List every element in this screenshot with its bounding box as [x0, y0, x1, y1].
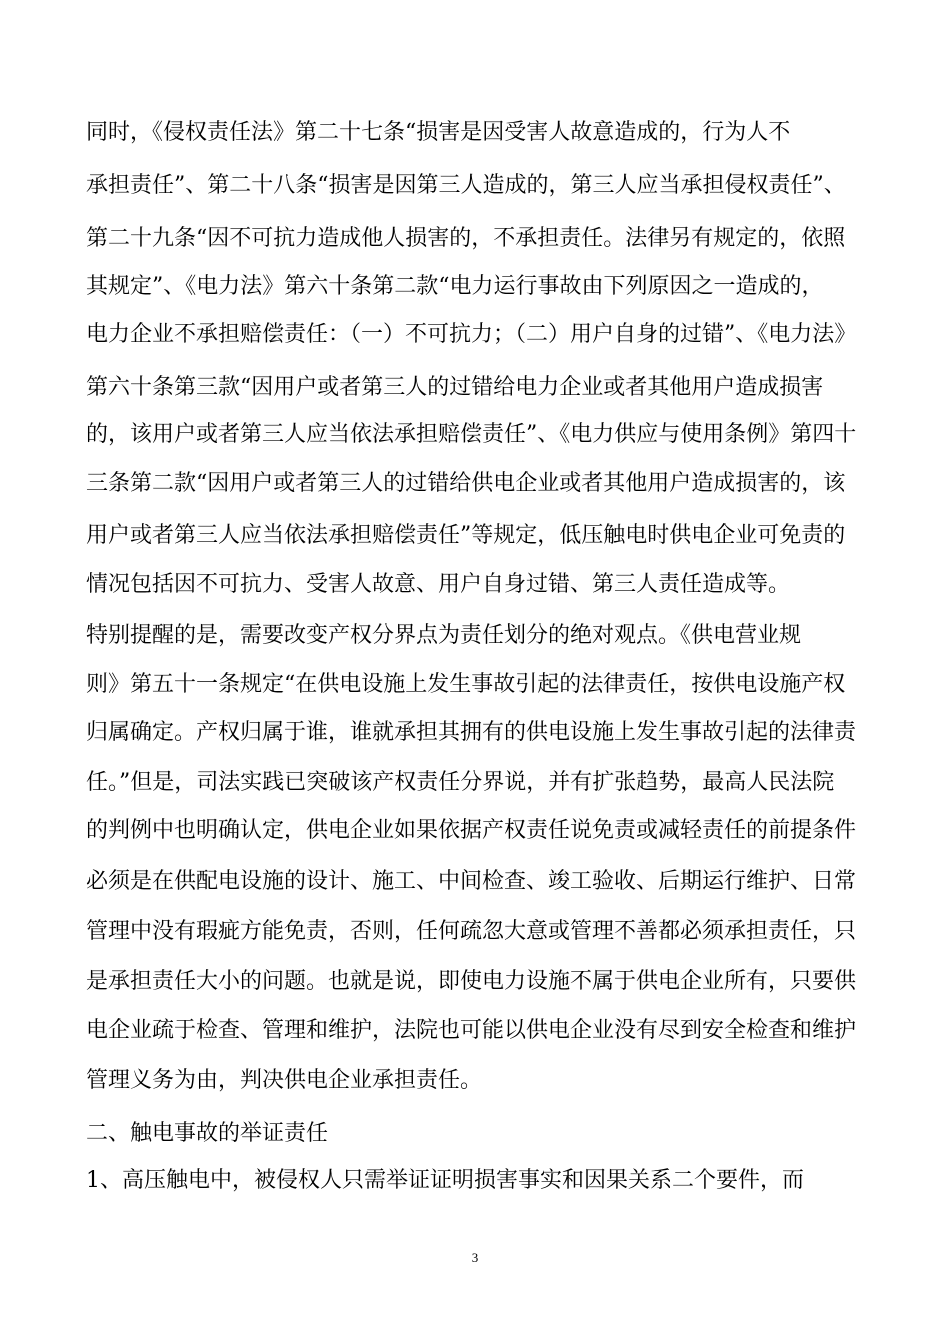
page-number: 3: [471, 1250, 479, 1265]
text-line-1: 同时，《侵权责任法》第二十七条“损害是因受害人故意造成的，行为人不: [86, 120, 791, 145]
text-line-9: 用户或者第三人应当依法承担赔偿责任”等规定，低压触电时供电企业可免责的: [86, 523, 846, 548]
text-line-19: 电企业疏于检查、管理和维护，法院也可能以供电企业没有尽到安全检查和维护: [86, 1018, 857, 1043]
text-line-8: 三条第二款“因用户或者第三人的过错给供电企业或者其他用户造成损害的，该: [86, 471, 846, 496]
text-line-11: 特别提醒的是，需要改变产权分界点为责任划分的绝对观点。《供电营业规: [86, 623, 802, 648]
text-line-7: 的，该用户或者第三人应当依法承担赔偿责任”、《电力供应与使用条例》第四十: [86, 422, 857, 447]
text-line-5: 电力企业不承担赔偿责任：（一）不可抗力；（二）用户自身的过错”、《电力法》: [86, 322, 857, 347]
text-line-12: 则》第五十一条规定“在供电设施上发生事故引起的法律责任，按供电设施产权: [86, 672, 846, 697]
text-line-4: 其规定”、《电力法》第六十条第二款“电力运行事故由下列原因之一造成的，: [86, 274, 824, 299]
text-line-13: 归属确定。产权归属于谁，谁就承担其拥有的供电设施上发生事故引起的法律责: [86, 720, 857, 745]
text-line-18: 是承担责任大小的问题。也就是说，即使电力设施不属于供电企业所有，只要供: [86, 969, 857, 994]
text-line-16: 必须是在供配电设施的设计、施工、中间检查、竣工验收、后期运行维护、日常: [86, 869, 857, 894]
text-line-10: 情况包括因不可抗力、受害人故意、用户自身过错、第三人责任造成等。: [86, 572, 791, 597]
text-line-3: 第二十九条“因不可抗力造成他人损害的，不承担责任。法律另有规定的，依照: [86, 226, 846, 251]
text-line-22: 1、高压触电中，被侵权人只需举证证明损害事实和因果关系二个要件，而: [86, 1168, 804, 1193]
text-line-17: 管理中没有瑕疵方能免责，否则，任何疏忽大意或管理不善都必须承担责任，只: [86, 919, 857, 944]
text-line-20: 管理义务为由，判决供电企业承担责任。: [86, 1068, 483, 1093]
text-line-6: 第六十条第三款“因用户或者第三人的过错给电力企业或者其他用户造成损害: [86, 375, 824, 400]
section-heading: 二、触电事故的举证责任: [86, 1121, 329, 1146]
text-line-2: 承担责任”、第二十八条“损害是因第三人造成的，第三人应当承担侵权责任”、: [86, 173, 846, 198]
text-line-14: 任。”但是，司法实践已突破该产权责任分界说，并有扩张趋势，最高人民法院: [86, 770, 835, 795]
text-line-15: 的判例中也明确认定，供电企业如果依据产权责任说免责或减轻责任的前提条件: [86, 818, 857, 843]
